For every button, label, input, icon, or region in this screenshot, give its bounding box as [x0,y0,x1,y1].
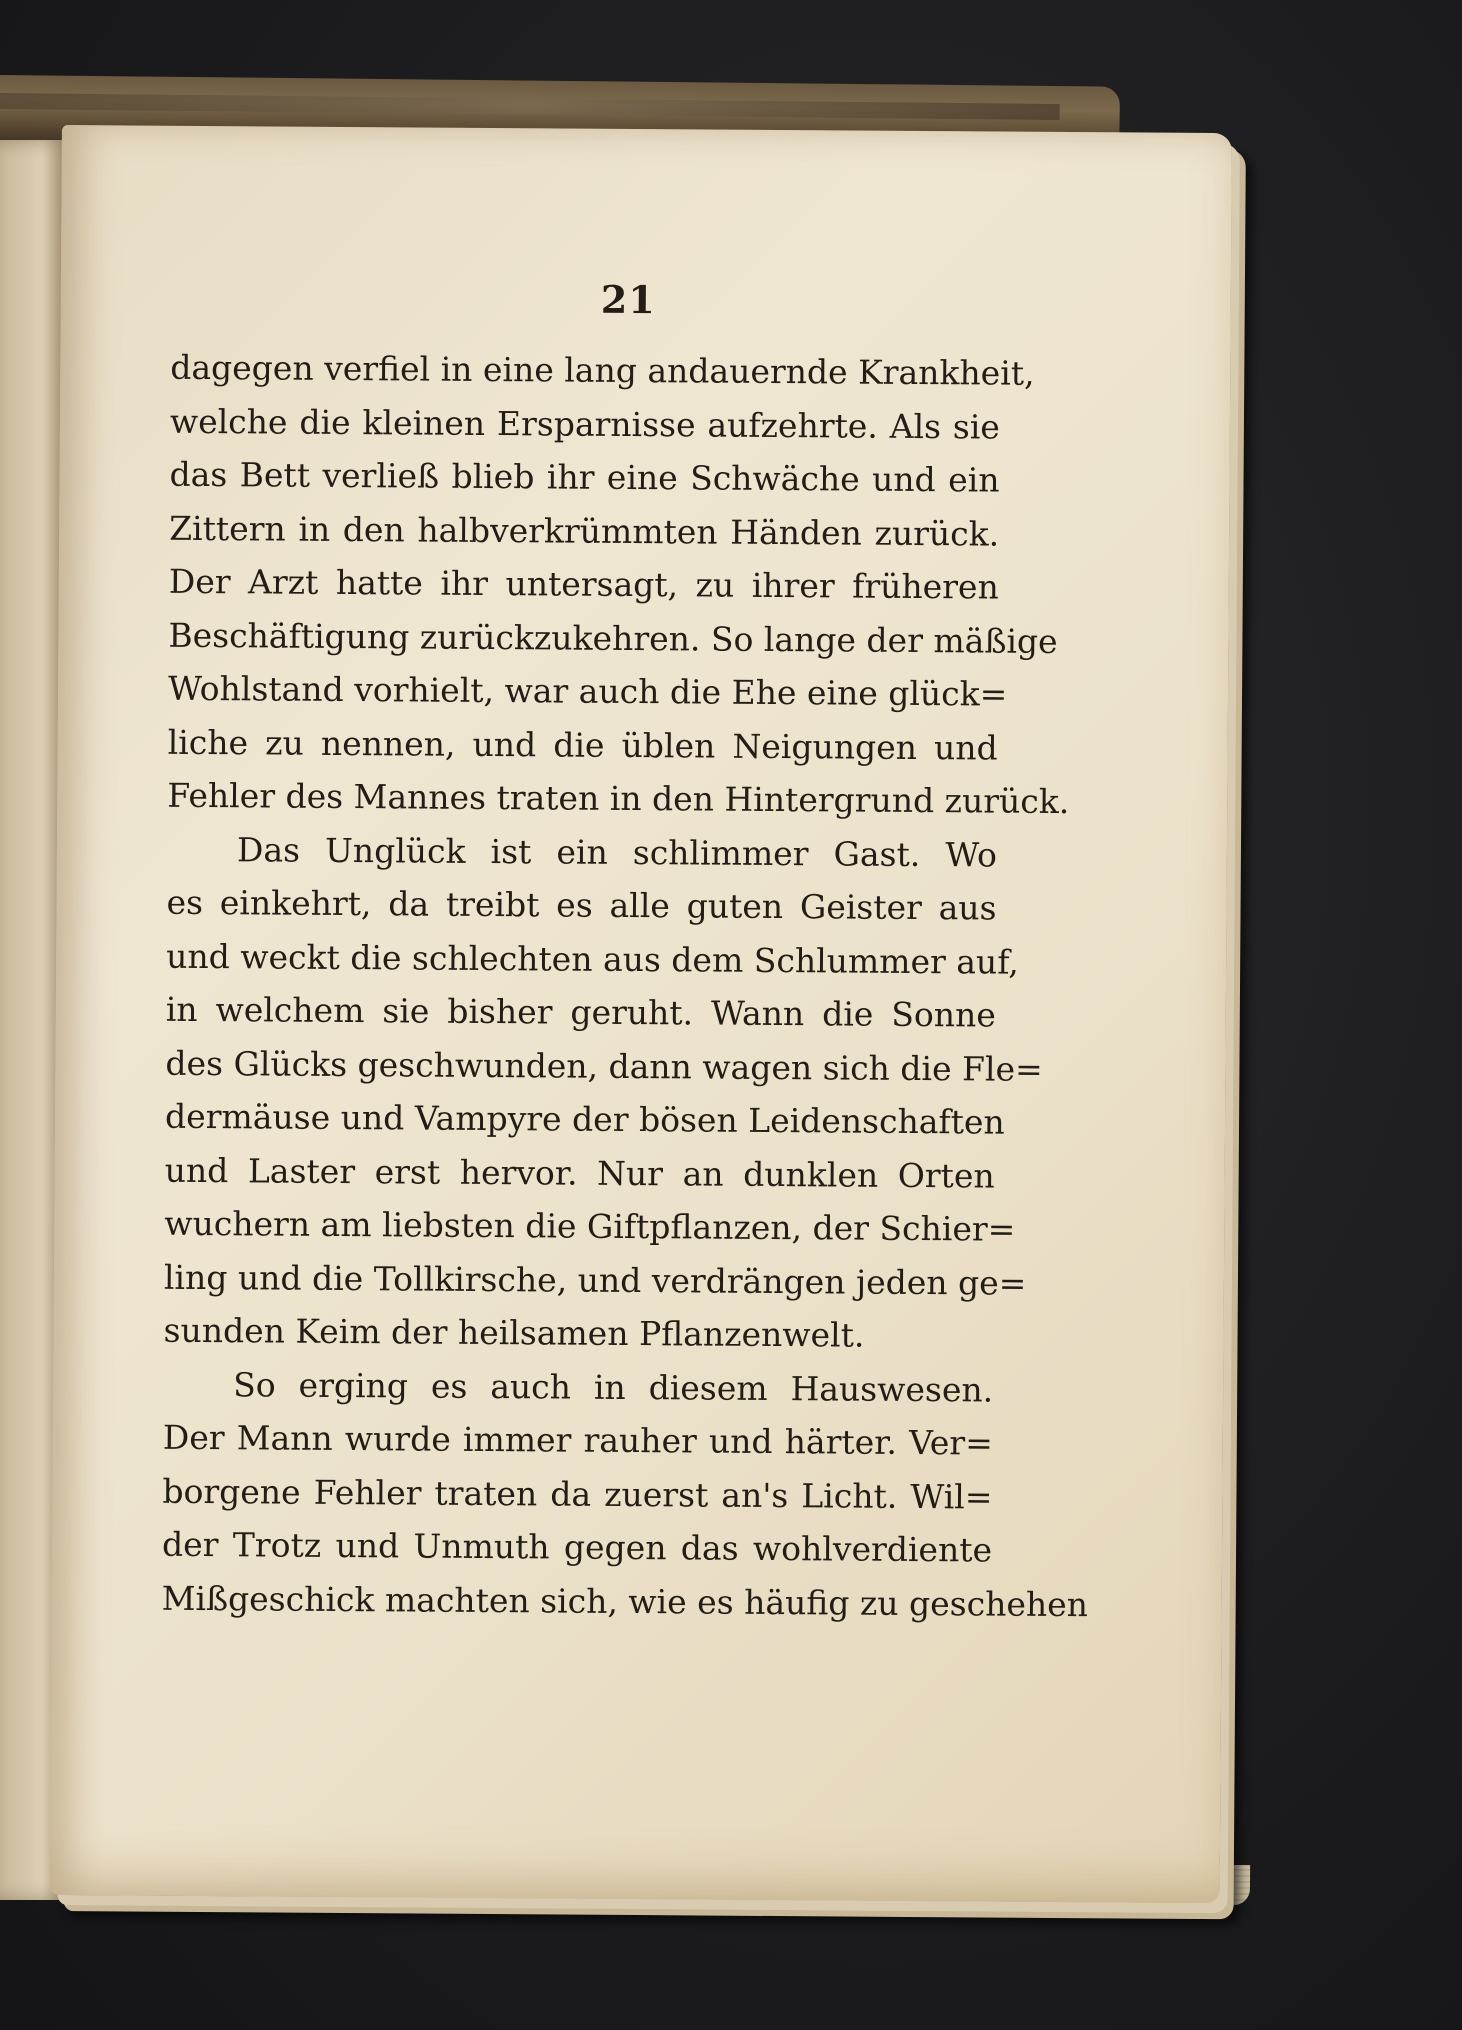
text-line: So erging es auch in diesem Hauswesen. [233,1364,994,1410]
page-number: 21 [600,276,656,323]
text-line: ling und die Tollkirsche, und verdrängen jeden ge= [163,1257,1027,1303]
body-text [161,341,1089,1631]
text-line: Beschäftigung zurückzukehren. So lange der mäßige [168,615,1058,661]
text-line: dagegen verfiel in eine lang andauernde Krankheit, [170,347,1035,393]
text-line: sunden Keim der heilsamen Pflanzenwelt. [163,1310,865,1355]
text-line: das Bett verließ blieb ihr eine Schwäche und ein [169,454,1000,500]
text-line: des Glücks geschwunden, dann wagen sich die Fle= [165,1043,1043,1089]
text-line: borgene Fehler traten da zuerst an's Licht. Wil= [162,1471,993,1517]
text-line: und weckt die schlechten aus dem Schlummer auf, [166,936,1019,982]
text-line: Das Unglück ist ein schlimmer Gast. Wo [236,829,998,875]
text-line: Wohlstand vorhielt, war auch die Ehe eine glück= [167,668,1008,714]
text-line: und Laster erst hervor. Nur an dunklen Orten [164,1150,995,1196]
text-line: wuchern am liebsten die Giftpflanzen, der Schier= [164,1203,1016,1249]
text-line: in welchem sie bisher geruht. Wann die Sonne [165,989,996,1035]
text-line: Fehler des Mannes traten in den Hintergrund zurück. [167,775,1070,822]
text-line: es einkehrt, da treibt es alle guten Geister aus [166,882,997,928]
text-line: dermäuse und Vampyre der bösen Leidenschaften [164,1096,1005,1142]
text-line: Der Mann wurde immer rauher und härter. Ver= [162,1417,993,1463]
text-line: liche zu nennen, und die üblen Neigungen und [167,722,998,768]
book-page [50,125,1232,1903]
text-line: Der Arzt hatte ihr untersagt, zu ihrer früheren [168,561,999,607]
text-line: Mißgeschick machten sich, wie es häufig zu geschehen [161,1578,1089,1624]
text-line: welche die kleinen Ersparnisse aufzehrte. Als sie [169,401,1001,447]
text-line: Zittern in den halbverkrümmten Händen zurück. [169,508,1000,554]
text-line: der Trotz und Unmuth gegen das wohlverdiente [161,1524,993,1570]
